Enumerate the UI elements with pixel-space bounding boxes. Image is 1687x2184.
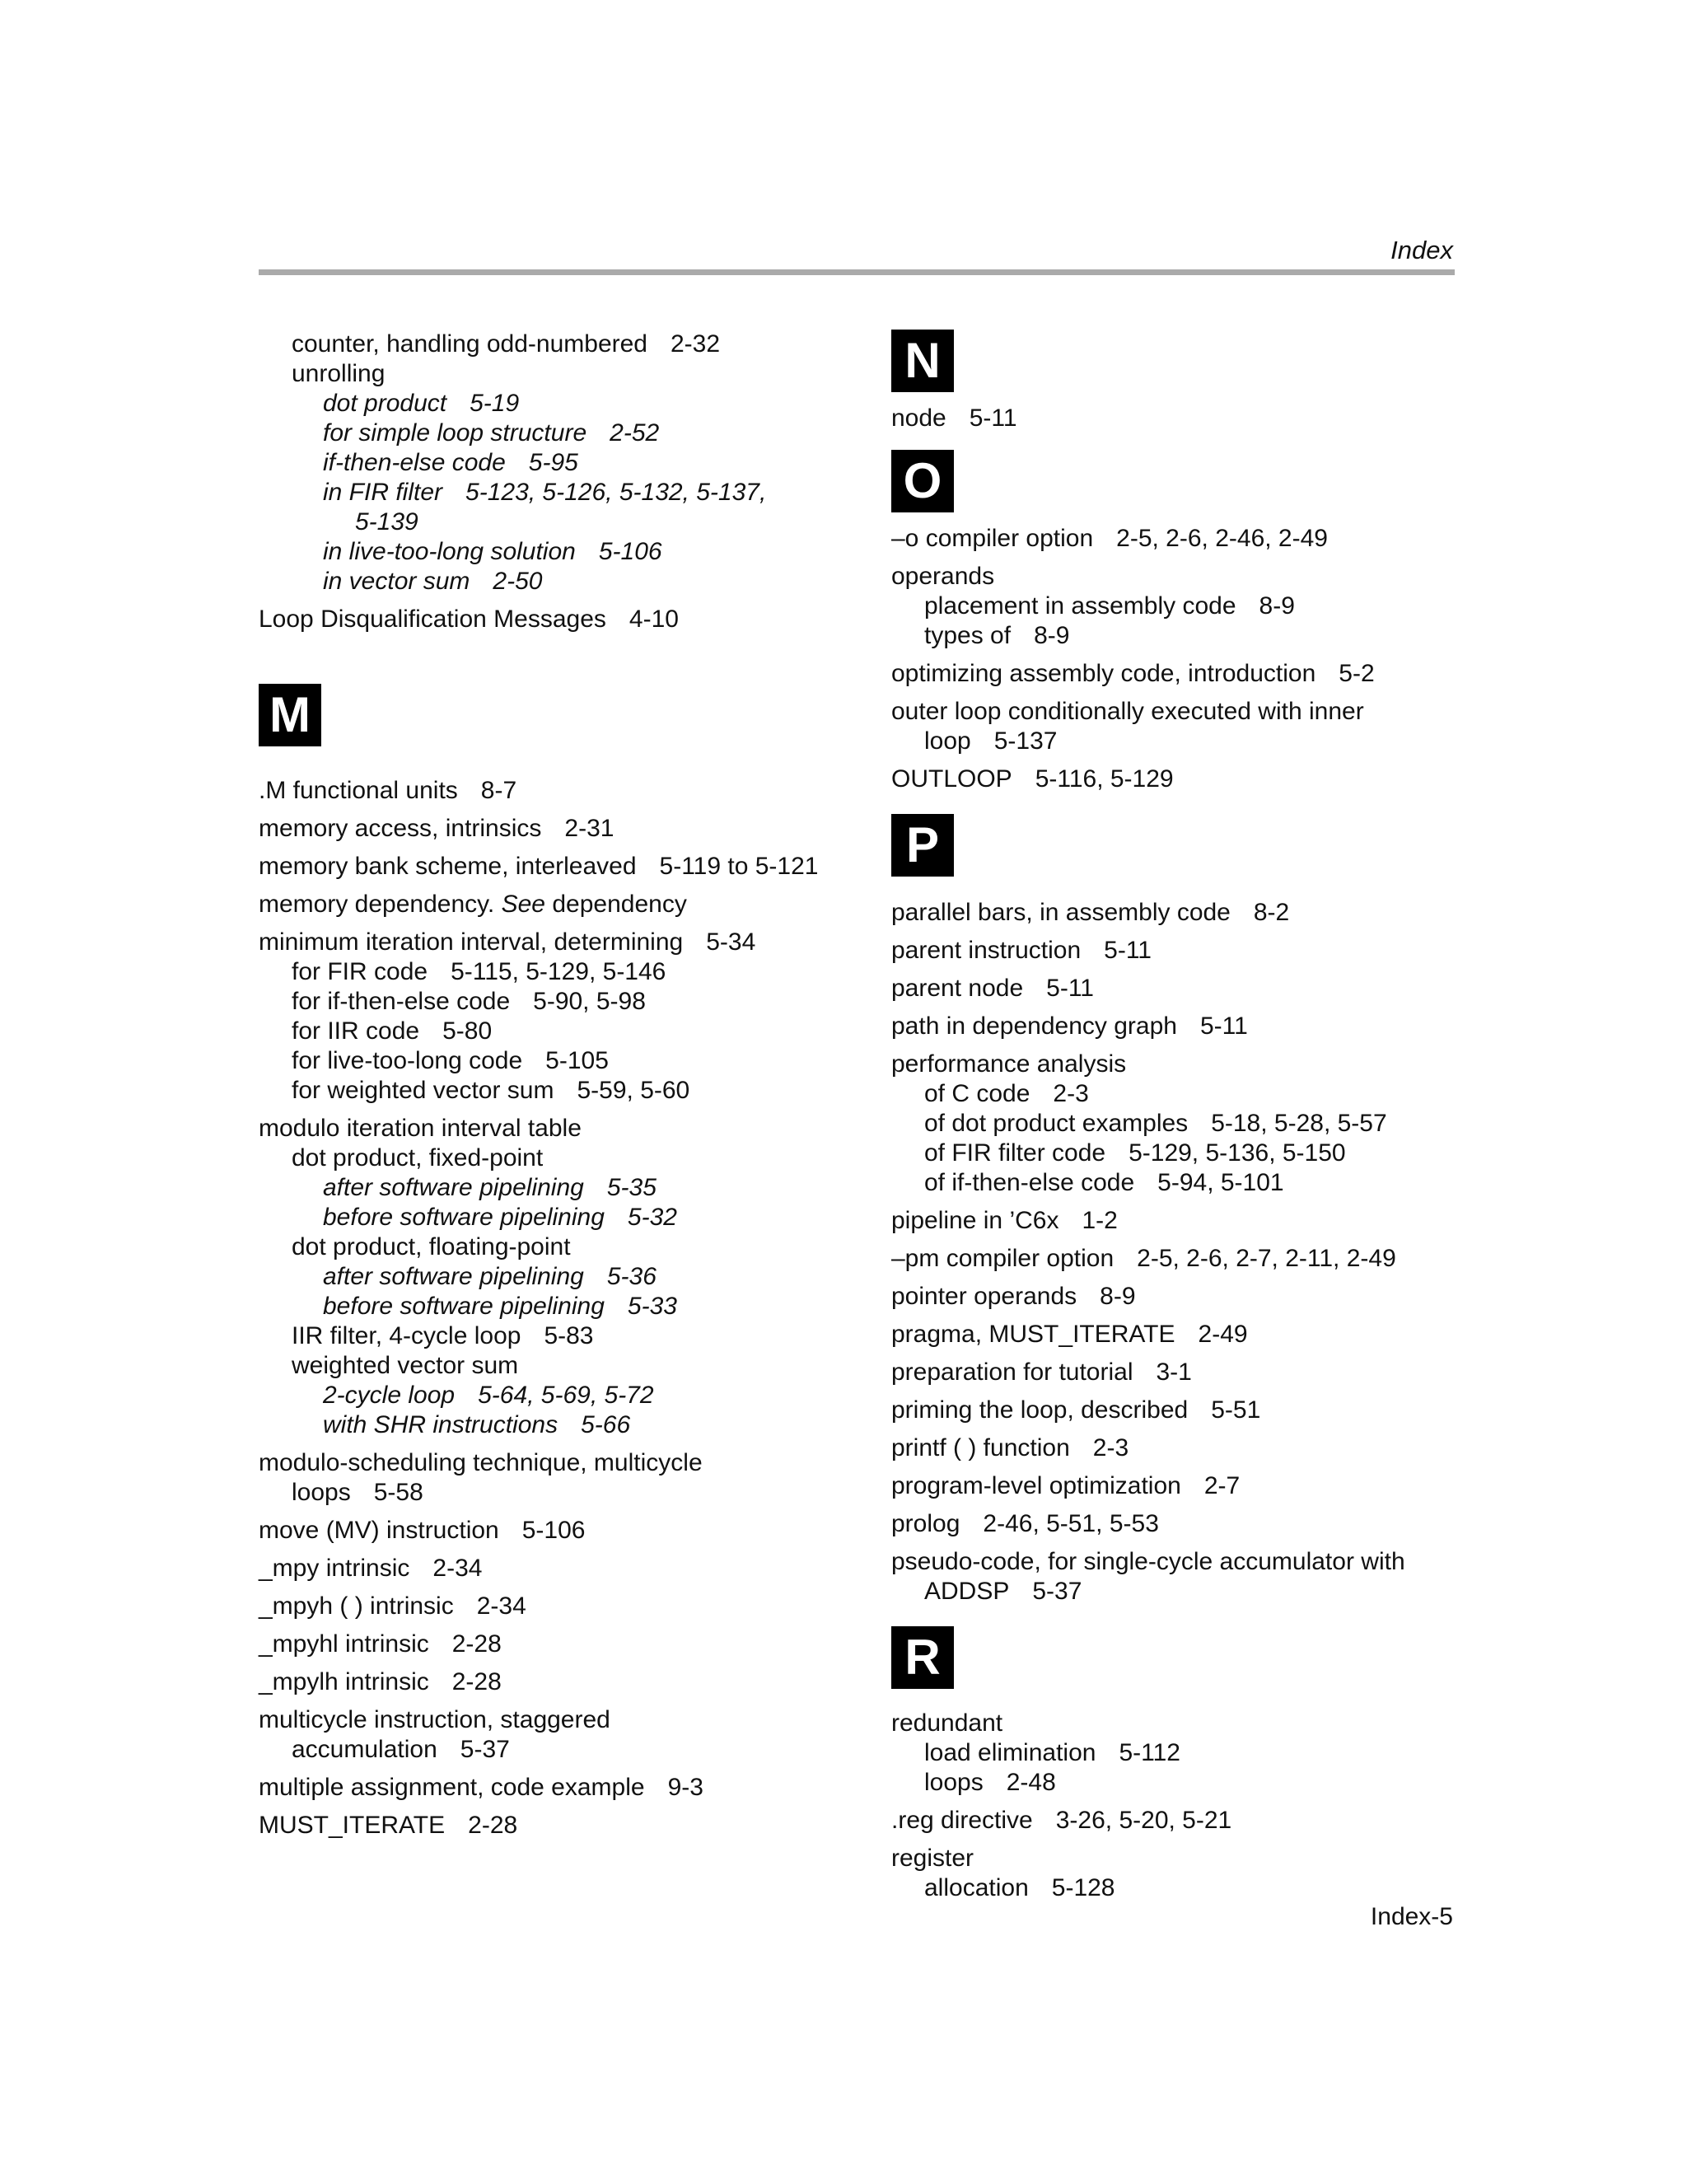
index-subentry: loops 2-48 — [924, 1769, 1056, 1796]
index-subsubentry: after software pipelining 5-36 — [323, 1263, 657, 1290]
index-entry: minimum iteration interval, determining 5-34 — [259, 928, 756, 956]
index-entry: _mpyhl intrinsic 2-28 — [259, 1630, 502, 1658]
index-entry: Loop Disqualification Messages 4-10 — [259, 606, 679, 633]
index-entry: MUST_ITERATE 2-28 — [259, 1812, 518, 1839]
index-entry: modulo iteration interval table — [259, 1115, 582, 1142]
index-subentry: for IIR code 5-80 — [292, 1017, 493, 1045]
index-entry: pointer operands 8-9 — [891, 1283, 1136, 1310]
index-entry: multicycle instruction, staggered — [259, 1706, 610, 1733]
index-entry-continuation: ADDSP 5-37 — [924, 1578, 1082, 1605]
index-entry: pseudo-code, for single-cycle accumulator with — [891, 1548, 1405, 1575]
index-entry: preparation for tutorial 3-1 — [891, 1359, 1192, 1386]
index-subentry: load elimination 5-112 — [924, 1739, 1180, 1766]
index-entry: pragma, MUST_ITERATE 2-49 — [891, 1321, 1248, 1348]
index-subentry: for live-too-long code 5-105 — [292, 1047, 609, 1074]
index-entry: memory bank scheme, interleaved 5-119 to 5-121 — [259, 853, 819, 880]
index-entry: modulo-scheduling technique, multicycle — [259, 1449, 703, 1476]
index-entry: _mpylh intrinsic 2-28 — [259, 1668, 502, 1695]
index-subsubentry: in vector sum 2-50 — [323, 568, 543, 595]
index-subentry: types of 8-9 — [924, 622, 1070, 649]
index-entry-continuation: loop 5-137 — [924, 727, 1058, 755]
index-subentry: IIR filter, 4-cycle loop 5-83 — [292, 1322, 594, 1349]
index-entry: .reg directive 3-26, 5-20, 5-21 — [891, 1807, 1232, 1834]
index-subentry: dot product, fixed-point — [292, 1144, 544, 1172]
index-subentry: unrolling — [292, 360, 386, 387]
index-entry-continuation: accumulation 5-37 — [292, 1736, 510, 1763]
section-letter-m: M — [259, 684, 321, 746]
index-subsubentry: with SHR instructions 5-66 — [323, 1411, 631, 1438]
index-entry: _mpyh ( ) intrinsic 2-34 — [259, 1592, 526, 1620]
index-entry: outer loop conditionally executed with inner — [891, 698, 1364, 725]
index-subsubentry: if-then-else code 5-95 — [323, 449, 578, 476]
index-entry: optimizing assembly code, introduction 5-2 — [891, 660, 1375, 687]
header-rule — [259, 269, 1455, 275]
index-entry: priming the loop, described 5-51 — [891, 1396, 1261, 1424]
index-entry: path in dependency graph 5-11 — [891, 1012, 1248, 1040]
index-entry: memory access, intrinsics 2-31 — [259, 815, 615, 842]
index-entry: parent instruction 5-11 — [891, 937, 1152, 964]
index-subentry: of if-then-else code 5-94, 5-101 — [924, 1169, 1284, 1196]
index-subsubentry: before software pipelining 5-33 — [323, 1293, 677, 1320]
index-entry: –pm compiler option 2-5, 2-6, 2-7, 2-11, 2-49 — [891, 1245, 1396, 1272]
index-entry: –o compiler option 2-5, 2-6, 2-46, 2-49 — [891, 525, 1328, 552]
index-entry: move (MV) instruction 5-106 — [259, 1517, 586, 1544]
index-entry: operands — [891, 563, 995, 590]
index-entry: program-level optimization 2-7 — [891, 1472, 1241, 1499]
index-entry: pipeline in ’C6x 1-2 — [891, 1207, 1118, 1234]
index-subentry: placement in assembly code 8-9 — [924, 592, 1295, 620]
index-subsubentry: 2-cycle loop 5-64, 5-69, 5-72 — [323, 1382, 654, 1409]
index-subentry: for if-then-else code 5-90, 5-98 — [292, 988, 646, 1015]
index-entry: redundant — [891, 1709, 1003, 1737]
section-letter-o: O — [891, 450, 954, 512]
index-entry: register — [891, 1845, 974, 1872]
index-subentry: of FIR filter code 5-129, 5-136, 5-150 — [924, 1139, 1346, 1167]
page-number: Index-5 — [1370, 1903, 1453, 1930]
index-entry: multiple assignment, code example 9-3 — [259, 1774, 703, 1801]
index-entry: parallel bars, in assembly code 8-2 — [891, 899, 1290, 926]
index-subentry: allocation 5-128 — [924, 1874, 1115, 1901]
index-subsubentry: for simple loop structure 2-52 — [323, 419, 660, 447]
index-subentry: dot product, floating-point — [292, 1233, 571, 1260]
index-subentry: for FIR code 5-115, 5-129, 5-146 — [292, 958, 666, 985]
index-entry: node 5-11 — [891, 405, 1017, 432]
index-entry: printf ( ) function 2-3 — [891, 1434, 1129, 1461]
running-head: Index — [1390, 236, 1453, 264]
index-subentry: for weighted vector sum 5-59, 5-60 — [292, 1077, 690, 1104]
section-letter-n: N — [891, 330, 954, 392]
index-entry: _mpy intrinsic 2-34 — [259, 1555, 483, 1582]
index-subentry: of C code 2-3 — [924, 1080, 1089, 1107]
index-subentry: weighted vector sum — [292, 1352, 519, 1379]
index-entry: prolog 2-46, 5-51, 5-53 — [891, 1510, 1159, 1537]
index-subentry: of dot product examples 5-18, 5-28, 5-57 — [924, 1110, 1387, 1137]
section-letter-p: P — [891, 814, 954, 877]
index-entry: performance analysis — [891, 1050, 1127, 1078]
index-entry: OUTLOOP 5-116, 5-129 — [891, 765, 1174, 793]
index-subsubentry: before software pipelining 5-32 — [323, 1204, 677, 1231]
index-column-right — [891, 330, 1468, 1903]
index-subsubentry: dot product 5-19 — [323, 390, 520, 417]
index-entry: .M functional units 8-7 — [259, 777, 517, 804]
index-subsubentry-continuation: 5-139 — [355, 508, 418, 535]
index-subsubentry: after software pipelining 5-35 — [323, 1174, 657, 1201]
index-subsubentry: in FIR filter 5-123, 5-126, 5-132, 5-137, — [323, 479, 767, 506]
index-subentry: counter, handling odd-numbered 2-32 — [292, 330, 721, 358]
index-column-left — [259, 330, 852, 1849]
section-letter-r: R — [891, 1626, 954, 1689]
index-entry: memory dependency. See dependency — [259, 891, 687, 918]
index-subsubentry: in live-too-long solution 5-106 — [323, 538, 662, 565]
index-entry: parent node 5-11 — [891, 975, 1094, 1002]
index-entry-continuation: loops 5-58 — [292, 1479, 423, 1506]
